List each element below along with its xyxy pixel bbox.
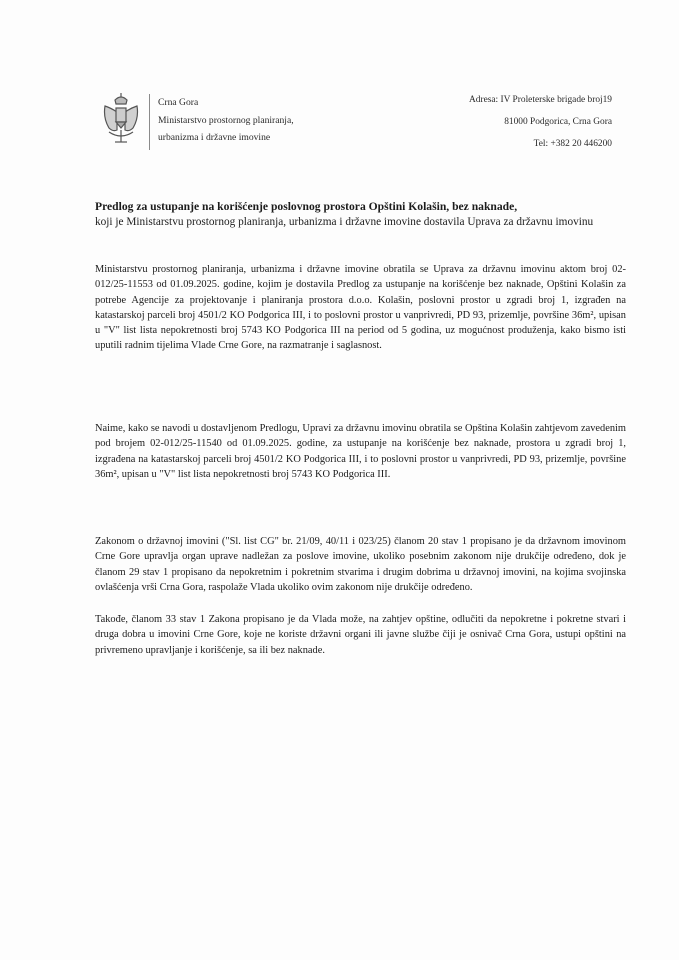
paragraph-1: Ministarstvu prostornog planiranja, urbanizma i državne imovine obratila se Uprava za državnu imovinu aktom broj 02-012/25-11553 od 01.09.2025. godine, kojim je dostavila Predlog za ustupanje na korišćenje bez naknade, Opštini Kolašin za potrebe Agencije za projektovanje i planiranja prostora d.o.o. Kolašin, poslovni prostor u zgradi broj 1, izgrađen na katastarskoj parceli broj 4501/2 KO Podgorica III, i to poslovni prostor u vanprivredi, PD 93, prizemlje, površine 36m², upisan u "V" list lista nepokretnosti broj 5743 KO Podgorica III na period od 5 godina, uz mogućnost produženja, kako bismo isti uputili radnim tijelima Vlade Crne Gore, na razmatranje i saglasnost. — [95, 264, 626, 352]
coat-of-arms-icon — [101, 92, 141, 146]
title-bold: Predlog za ustupanje na korišćenje poslovnog prostora Opštini Kolašin, bez naknade, — [95, 200, 518, 213]
address-city: 81000 Podgorica, Crna Gora — [504, 117, 612, 127]
address-phone: Tel: +382 20 446200 — [533, 139, 612, 149]
paragraph-3: Zakonom o državnoj imovini ("Sl. list CG" br. 21/09, 40/11 i 023/25) članom 20 stav 1 propisano je da državnom imovinom Crne Gore upravlja organ uprave nadležan za poslove imovine, ukoliko posebnim zakonom nije drukčije određeno, dok je članom 29 stav 1 propisano da nepokretnim i pokretnim stvarima i drugim dobrima u državnoj imovini, na kojima svojinska ovlašćenja vrši Crna Gora, raspolaže Vlada ukoliko ovim zakonom nije drukčije određeno. — [95, 536, 626, 593]
title-rest: koji je Ministarstvu prostornog planiranja, urbanizma i državne imovine dostavila Uprava za državnu imovinu — [95, 215, 594, 228]
document-title — [95, 200, 625, 229]
ministry-name-line2: urbanizma i državne imovine — [158, 132, 271, 143]
header-divider — [149, 94, 150, 150]
address-block — [469, 89, 612, 155]
paragraph-2: Naime, kako se navodi u dostavljenom Predlogu, Upravi za državnu imovinu obratila se Opština Kolašin zahtjevom zavedenim pod brojem 02-012/25-11540 od 01.09.2025. godine, za ustupanje na korišćenje bez naknade, prostora u zgradi broj 1, izgrađena na katastarskoj parceli broj 4501/2 KO Podgorica III, i to poslovni prostor u vanprivredi, PD 93, prizemlje, površine 36m², upisan u "V" list lista nepokretnosti broj 5743 KO Podgorica III. — [95, 423, 626, 480]
ministry-name-line1: Ministarstvo prostornog planiranja, — [158, 114, 294, 126]
ministry-header — [158, 94, 294, 147]
address-street: Adresa: IV Proleterske brigade broj19 — [468, 95, 612, 105]
country-name: Crna Gora — [158, 97, 199, 108]
paragraph-4: Takođe, članom 33 stav 1 Zakona propisano je da Vlada može, na zahtjev opštine, odlučiti da nepokretne i pokretne stvari i druga dobra u imovini Crne Gore, koje ne koriste državni organi ili javne službe čiji je osnivač Crna Gora, ustupi opštini na privremeno upravljanje i korišćenje, sa ili bez naknade. — [95, 614, 626, 656]
